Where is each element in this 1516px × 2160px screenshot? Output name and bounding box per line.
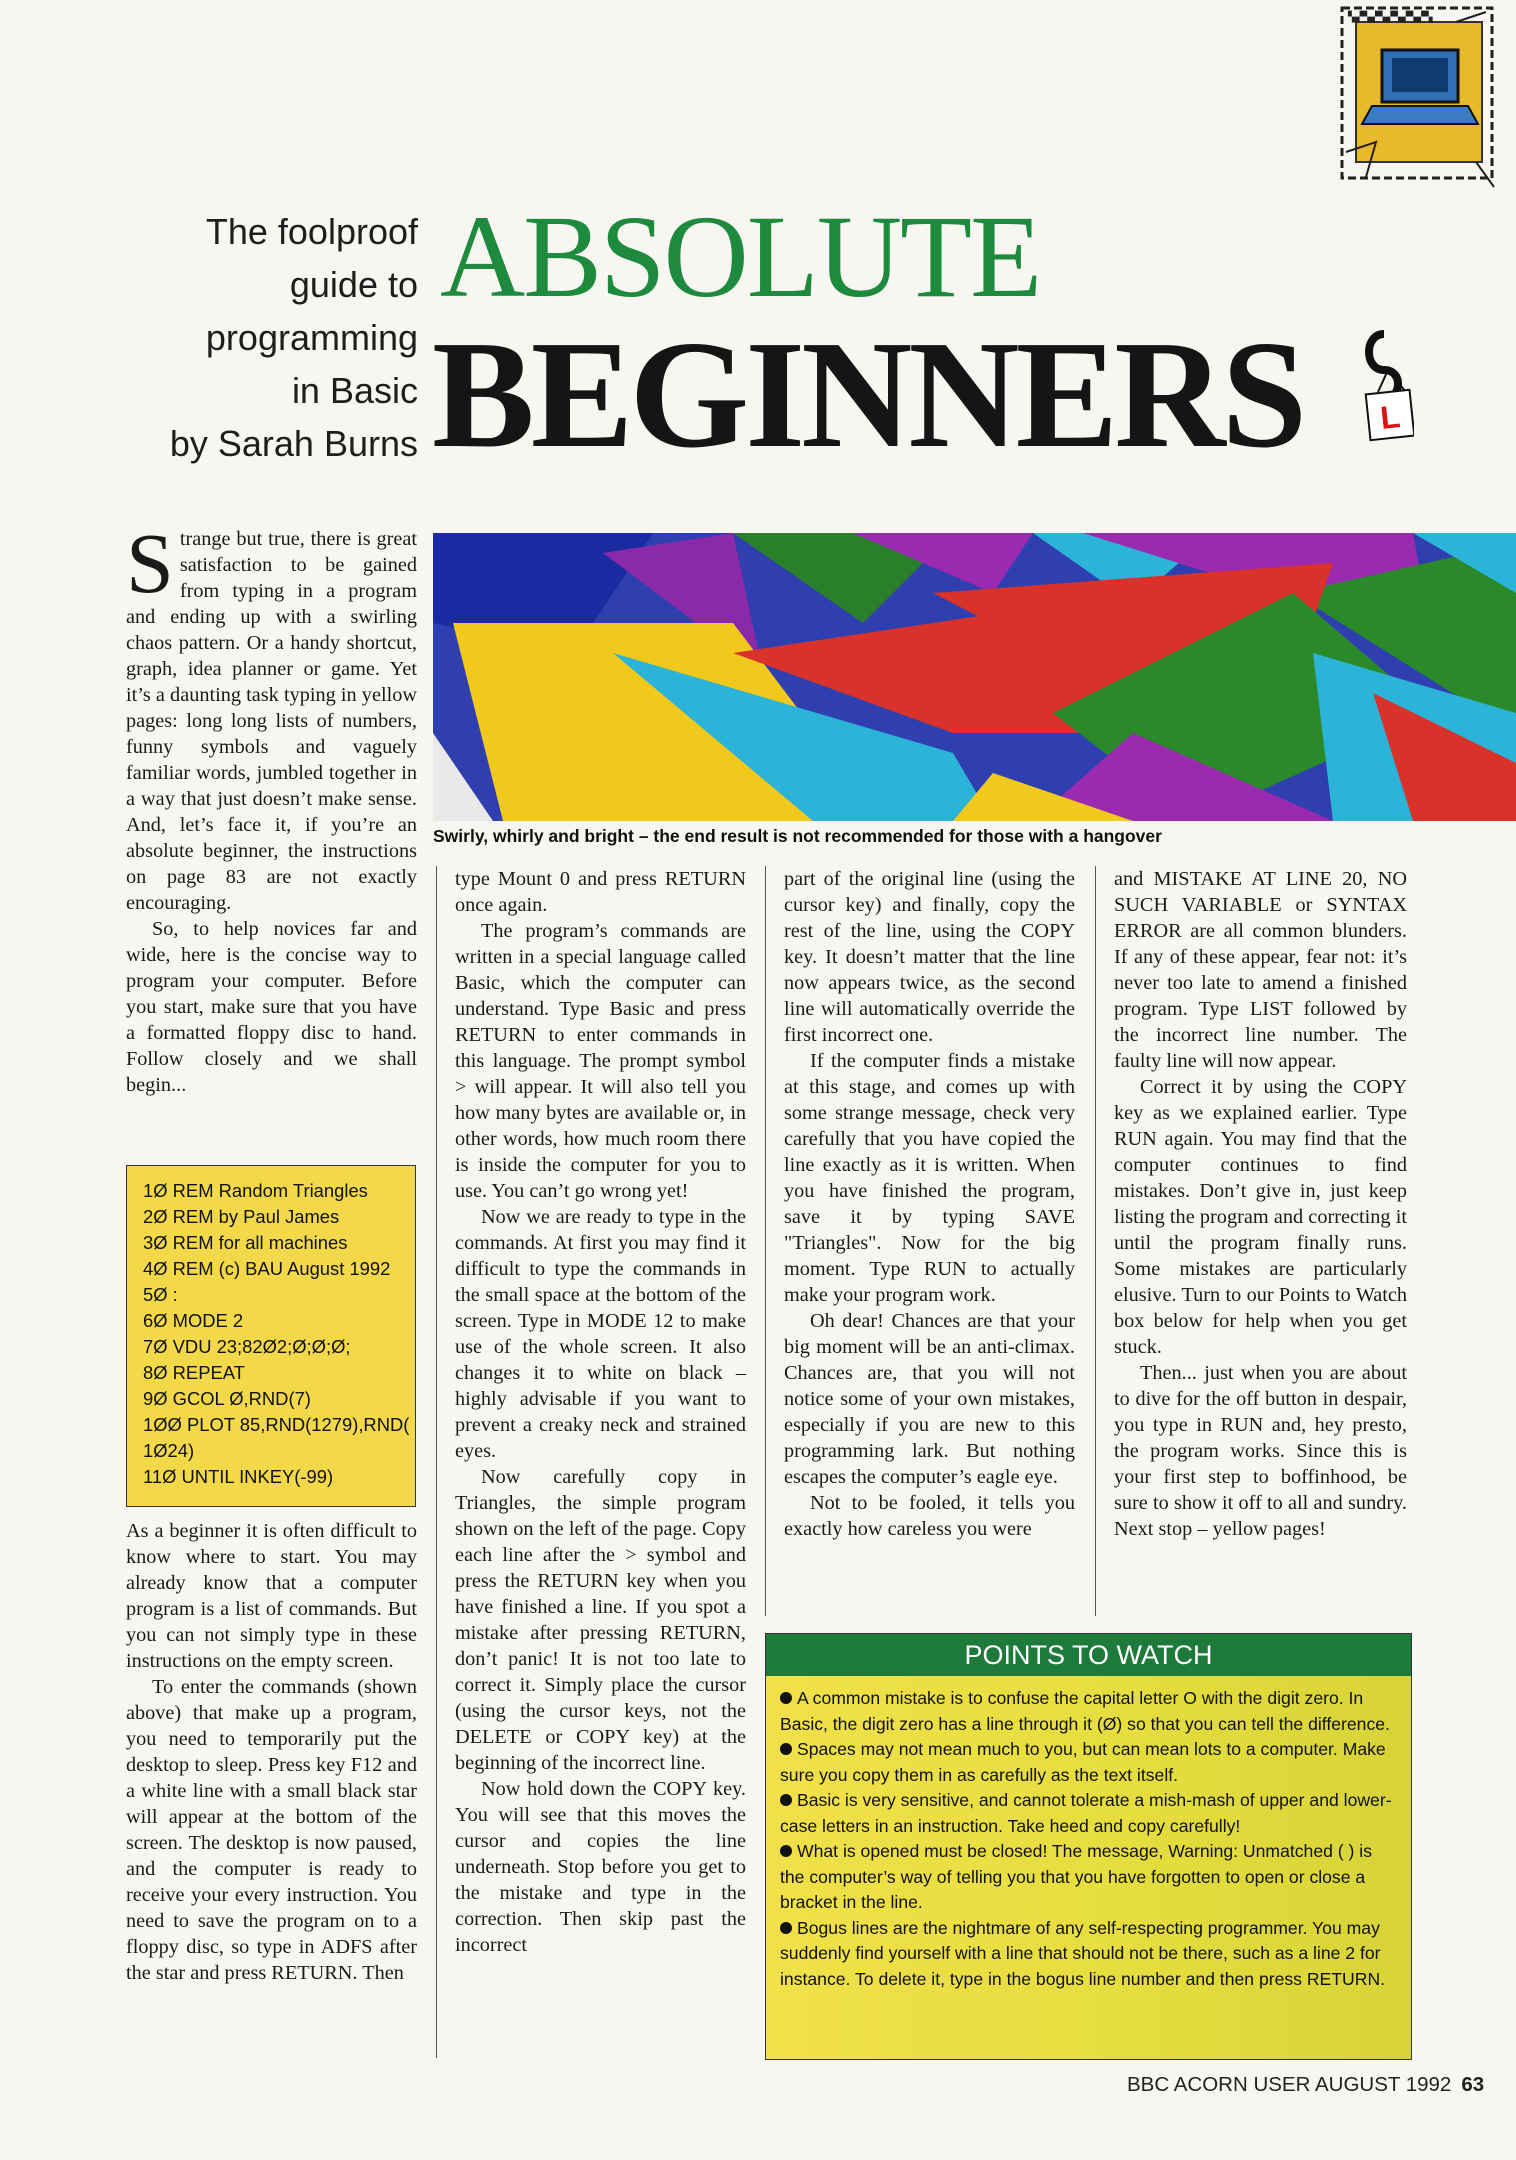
page-footer: [1127, 2073, 1484, 2097]
article-paragraph: Now hold down the COPY key. You will see that this moves the cursor and copies the line underneath. Stop before you get to the mistake and type in the correction. Then skip past the incorrect: [455, 1778, 746, 1956]
article-paragraph: To enter the commands (shown above) that make up a program, you need to temporarily put the desktop to sleep. Press key F12 and a white line with a small black star will appear at the bottom of the screen. The desktop is now paused, and the computer is ready to receive your every instruction. You need to save the program on to a floppy disc, so type in ADFS after the star and press RETURN. Then: [126, 1676, 417, 1984]
points-item-text: Basic is very sensitive, and cannot tolerate a mish-mash of upper and lower-case letters in an instruction. Take heed and copy carefully!: [780, 1790, 1392, 1836]
title-beginners: BEGINNERS: [432, 310, 1304, 480]
title-absolute: ABSOLUTE: [440, 191, 1041, 322]
byline: by Sarah Burns: [169, 423, 418, 464]
corner-computer-illustration: [1336, 2, 1500, 192]
column-divider: [1095, 866, 1096, 1616]
points-item: [780, 1839, 1397, 1916]
article-paragraph: Correct it by using the COPY key as we explained earlier. Type RUN again. You may find that the computer continues to find mistakes. Don’t give in, just keep listing the program and correcting it until the program finally runs. Some mistakes are particularly elusive. Turn to our Points to Watch box below for help when you get stuck.: [1114, 1076, 1407, 1358]
article-column-2: [455, 866, 746, 1958]
listing-line: 1ØØ PLOT 85,RND(1279),RND(: [143, 1414, 410, 1435]
svg-text:▚▞▚▞▚▞▚▞▚▞▚: ▚▞▚▞▚▞▚▞▚▞▚: [1348, 12, 1433, 23]
points-box-title: POINTS TO WATCH: [766, 1634, 1411, 1676]
subtitle-line: The foolproof: [205, 211, 418, 252]
article-paragraph: Now carefully copy in Triangles, the simple program shown on the left of the page. Copy each line after the > symbol and press the RETURN key when you have finished a line. If you spot a mistake after pressing RETURN, don’t panic! It is not too late to correct it. Simply place the cursor (using the cursor keys, not the DELETE or COPY key) at the beginning of the incorrect line.: [455, 1466, 746, 1774]
column-divider: [765, 866, 766, 1616]
article-subtitle: [140, 205, 418, 470]
article-paragraph: If the computer finds a mistake at this stage, and comes up with some strange message, check very carefully that you have copied the line exactly as it is written. When you have finished the program, save it by typing SAVE "Triangles". Now for the big moment. Type RUN to actually make your program work.: [784, 1050, 1075, 1306]
bullet-icon: [780, 1845, 792, 1857]
image-caption: Swirly, whirly and bright – the end result is not recommended for those with a hangover: [433, 826, 1162, 846]
article-column-3: [784, 866, 1075, 1542]
subtitle-line: guide to: [289, 264, 418, 305]
listing-line: 4Ø REM (c) BAU August 1992: [143, 1258, 391, 1279]
points-item-text: Bogus lines are the nightmare of any self-respecting programmer. You may suddenly find yourself with a line that should not be there, such as a line 2 for instance. To delete it, type in the bogus line number and then press RETURN.: [780, 1917, 1386, 1989]
article-paragraph: part of the original line (using the cursor key) and finally, copy the rest of the line, using the COPY key. It doesn’t matter that the line now appears twice, as the second line will automatically override the first incorrect one.: [784, 868, 1075, 1046]
listing-line: 1Ø24): [143, 1440, 195, 1461]
points-item: [780, 1916, 1397, 1993]
magazine-issue: BBC ACORN USER AUGUST 1992: [1127, 2073, 1452, 2096]
listing-line: 1Ø REM Random Triangles: [143, 1180, 368, 1201]
lplate-letter: L: [1378, 398, 1402, 436]
listing-line: 8Ø REPEAT: [143, 1362, 245, 1383]
points-list: [766, 1676, 1411, 1992]
bullet-icon: [780, 1743, 792, 1755]
subtitle-line: in Basic: [291, 370, 418, 411]
listing-line: 5Ø :: [143, 1284, 178, 1305]
article-paragraph: Then... just when you are about to dive for the off button in despair, you type in RUN and, hey presto, the program works. Since this is your first step to boffinhood, be sure to show it off to all and sundry. Next stop – yellow pages!: [1114, 1362, 1407, 1540]
article-paragraph: Now we are ready to type in the commands. At first you may find it difficult to type the commands in the small space at the bottom of the screen. Type in MODE 12 to make use of the whole screen. It also changes it to white on black – highly advisable if you want to prevent a creaky neck and strained eyes.: [455, 1206, 746, 1462]
listing-line: 7Ø VDU 23;82Ø2;Ø;Ø;Ø;: [143, 1336, 351, 1357]
listing-line: 3Ø REM for all machines: [143, 1232, 348, 1253]
article-paragraph: type Mount 0 and press RETURN once again.: [455, 868, 746, 916]
article-paragraph: [126, 515, 417, 916]
article-paragraph: So, to help novices far and wide, here is the concise way to program your computer. Before you start, make sure that you have a formatted floppy disc to hand. Follow closely and we shall begin...: [126, 918, 417, 1096]
listing-line: 6Ø MODE 2: [143, 1310, 244, 1331]
random-triangles-screenshot: [433, 533, 1516, 821]
points-item-text: A common mistake is to confuse the capital letter O with the digit zero. In Basic, the digit zero has a line through it (Ø) so that you can tell the difference.: [780, 1688, 1390, 1734]
article-column-4: [1114, 866, 1407, 1542]
points-item: [780, 1788, 1397, 1839]
article-paragraph: Oh dear! Chances are that your big moment will be an anti-climax. Chances are, that you will not notice some of your own mistakes, especially if you are new to this programming lark. But nothing escapes the computer’s eagle eye.: [784, 1310, 1075, 1488]
article-column-1: [126, 515, 417, 1098]
bullet-icon: [780, 1794, 792, 1806]
article-column-1-continued: [126, 1518, 417, 1986]
article-paragraph: and MISTAKE AT LINE 20, NO SUCH VARIABLE or SYNTAX ERROR are all common blunders. If any of these appear, fear not: it’s never too late to amend a finished program. Type LIST followed by the incorrect line number. The faulty line will now appear.: [1114, 868, 1407, 1072]
article-paragraph: Not to be fooled, it tells you exactly how careless you were: [784, 1492, 1075, 1540]
listing-line: 11Ø UNTIL INKEY(-99): [143, 1466, 334, 1487]
points-to-watch-box: [765, 1633, 1412, 2060]
bullet-icon: [780, 1922, 792, 1934]
points-item: [780, 1737, 1397, 1788]
learner-plate-icon: [1362, 330, 1414, 450]
article-paragraph: The program’s commands are written in a special language called Basic, which the computer can understand. Type Basic and press RETURN to enter commands in this language. The prompt symbol > will appear. It will also tell you how many bytes are available or, in other words, how much room there is inside the computer for you to use. You can’t go wrong yet!: [455, 920, 746, 1202]
points-item-text: Spaces may not mean much to you, but can mean lots to a computer. Make sure you copy them in as carefully as the text itself.: [780, 1739, 1386, 1785]
column-divider: [436, 866, 437, 2058]
listing-line: 9Ø GCOL Ø,RND(7): [143, 1388, 311, 1409]
paragraph-text: trange but true, there is great satisfaction to be gained from typing in a program and ending up with a swirling chaos pattern. Or a handy shortcut, graph, idea planner or game. Yet it’s a daunting task typing in yellow pages: long long lists of numbers, funny symbols and vaguely familiar words, jumbled together in a way that just doesn’t make sense. And, let’s face it, if you’re an absolute beginner, the instructions on page 83 are not exactly encouraging.: [126, 528, 417, 914]
points-item-text: What is opened must be closed! The message, Warning: Unmatched ( ) is the computer’s way of telling you that you have forgotten to open or close a bracket in the line.: [780, 1841, 1372, 1912]
program-listing-box: [126, 1165, 416, 1507]
listing-line: 2Ø REM by Paul James: [143, 1206, 340, 1227]
points-item: [780, 1686, 1397, 1737]
drop-cap: S: [126, 515, 174, 611]
article-paragraph: As a beginner it is often difficult to know where to start. You may already know that a computer program is a list of commands. But you can not simply type in these instructions on the empty screen.: [126, 1520, 417, 1672]
subtitle-line: programming: [205, 317, 418, 358]
page-number: 63: [1461, 2073, 1485, 2096]
bullet-icon: [780, 1692, 792, 1704]
